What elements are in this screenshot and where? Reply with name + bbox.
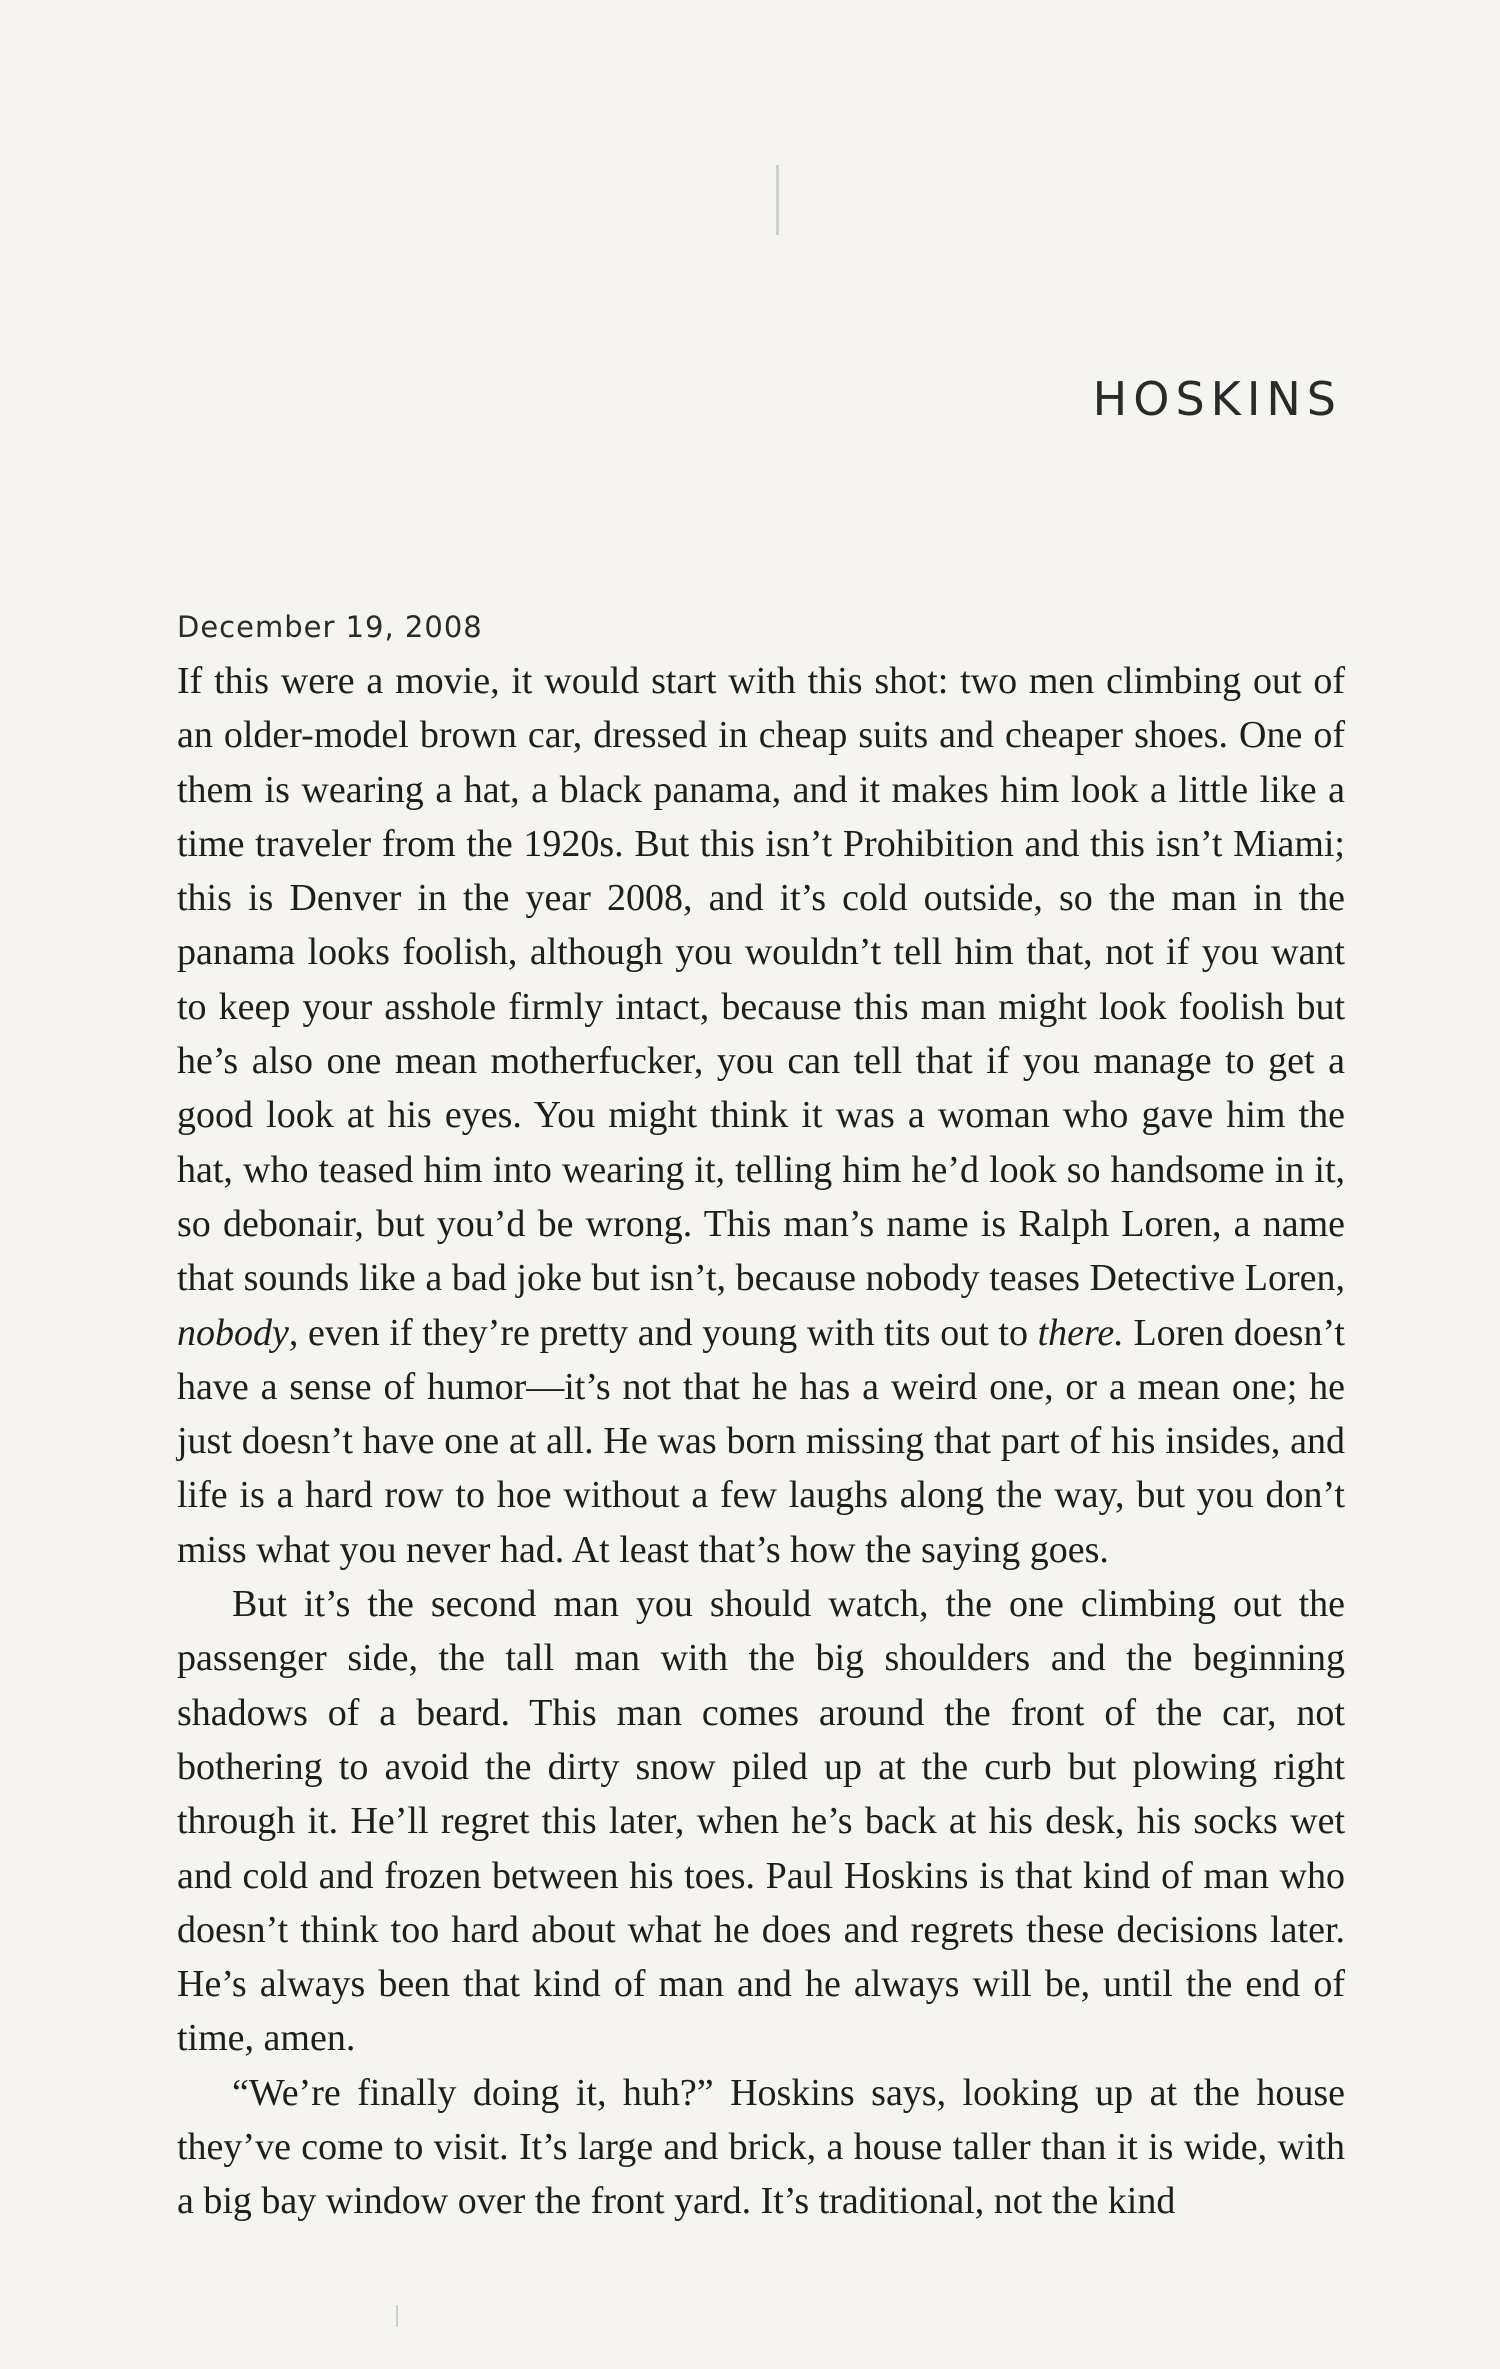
paragraph-3: “We’re finally doing it, huh?” Hoskins says, looking up at the house they’ve come to visit. It’s large and brick, a house taller than it is wide, with a big bay window over the front yard. It’s traditional, not the kind: [177, 2071, 1345, 2223]
scan-artifact: [776, 165, 779, 235]
paragraph-1-text-before: If this were a movie, it would start with this shot: two men climbing out of an older-model brown car, dressed in cheap suits and cheaper shoes. One of them is wearing a hat, a black panama, and it makes him look a little like a time traveler from the 1920s. But this isn’t Prohibition and this isn’t Miami; this is Denver in the year 2008, and it’s cold outside, so the man in the panama looks foolish, although you wouldn’t tell him that, not if you want to keep your asshole firmly intact, because this man might look foolish but he’s also one mean motherfucker, you can tell that if you manage to get a good look at his eyes. You might think it was a woman who gave him the hat, who teased him into wearing it, telling him he’d look so handsome in it, so debonair, but you’d be wrong. This man’s name is Ralph Loren, a name that sounds like a bad joke but isn’t, because nobody teases Detective Loren,: [177, 660, 1345, 1300]
chapter-title: HOSKINS: [1092, 372, 1342, 426]
entry-date: December 19, 2008: [177, 610, 483, 644]
paragraph-1-text-middle: , even if they’re pretty and young with tits out to: [288, 1311, 1038, 1354]
paragraph-2: But it’s the second man you should watch, the one climbing out the passenger side, the tall man with the big shoulders and the beginning shadows of a beard. This man comes around the front of the car, not bothering to avoid the dirty snow piled up at the curb but plowing right through it. He’ll regret this later, when he’s back at his desk, his socks wet and cold and frozen between his toes. Paul Hoskins is that kind of man who doesn’t think too hard about what he does and regrets these decisions later. He’s always been that kind of man and he always will be, until the end of time, amen.: [177, 1583, 1345, 2060]
scan-artifact: [396, 2305, 398, 2327]
paragraph-1: [177, 654, 1345, 1577]
paragraph-1-text-after: Loren doesn’t have a sense of humor—it’s not that he has a weird one, or a mean one; he just doesn’t have one at all. He was born missing that part of his insides, and life is a hard row to hoe without a few laughs along the way, but you don’t miss what you never had. At least that’s how the saying goes.: [177, 1311, 1345, 1571]
chapter-body: [177, 654, 1345, 2229]
emphasis-nobody: nobody: [177, 1311, 289, 1354]
emphasis-there: there.: [1037, 1311, 1124, 1354]
